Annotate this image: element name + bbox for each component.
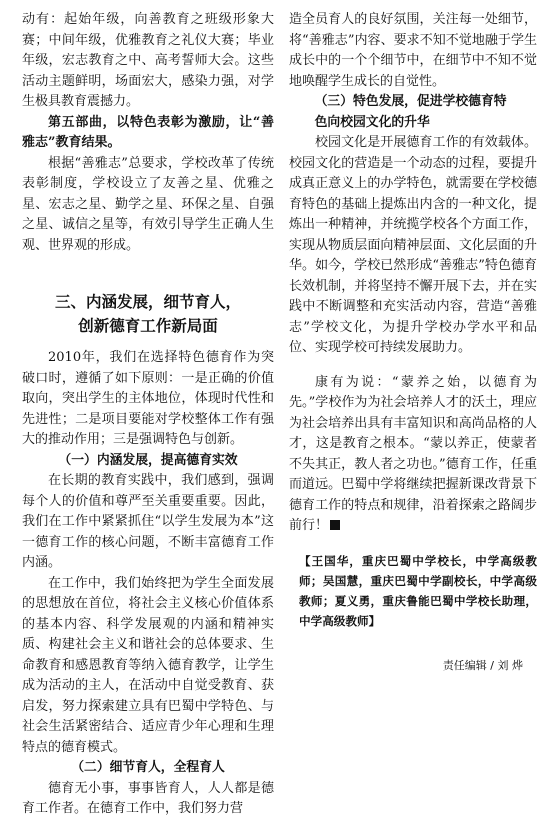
- paragraph-principles: 2010年，我们在选择特色德育作为突破口时，遵循了如下原则：一是正确的价值取向，突出学生的主体地位，体现时代性和先进性；二是项目要能对学校整体工作有强大的推动作用；三是强调特色与创新。: [22, 350, 274, 447]
- subheading-culture-line-2: 色向校园文化的升华: [314, 114, 430, 130]
- section-title-line-1: 三、内涵发展，细节育人，: [54, 293, 241, 311]
- section-title-line-2: 创新德育工作新局面: [78, 317, 218, 335]
- left-column: [22, 10, 274, 820]
- right-column: [289, 10, 537, 673]
- paragraph-details-continued: 造全员育人的良好氛围，关注每一处细节，将“善雅志”内容、要求不知不觉地融于学生成长中的一个个细节中，在细节中不知不觉地唤醒学生成长的自觉性。: [289, 12, 537, 89]
- paragraph-details-start: 德育无小事，事事皆育人，人人都是德育工作者。在德育工作中，我们努力营: [22, 780, 274, 816]
- subheading-connotation: （一）内涵发展，提高德育实效: [58, 452, 238, 468]
- conclusion-text: 康有为说：“蒙养之始，以德育为先。”学校作为为社会培养人才的沃土，理应为社会培养出具有丰富知识和高尚品格的人才，这是教育之根本。“蒙以养正，使蒙者不失其正，教人者之功也。”德育工作，任重而道远。巴蜀中学将继续把握新课改背景下德育工作的特点和规律，沿着探索之路阔步前行！: [289, 374, 537, 533]
- responsible-editor: 责任编辑 / 刘 烨: [442, 658, 523, 672]
- subheading-details: （二）细节育人，全程育人: [71, 760, 225, 775]
- paragraph-activities: 动有：起始年级，向善教育之班级形象大赛；中间年级，优雅教育之礼仪大赛；毕业年级，宏志教育之中、高考誓师大会。这些活动主题鲜明，场面宏大，感染力强，对学生极具教育震撼力。: [22, 12, 274, 109]
- author-info: 【王国华，重庆巴蜀中学校长，中学高级教师；吴国慧，重庆巴蜀中学副校长，中学高级教师；夏义勇，重庆鲁能巴蜀中学校长助理，中学高级教师】: [299, 553, 537, 628]
- section-title: [22, 290, 274, 338]
- end-mark-icon: [330, 520, 340, 530]
- subheading-culture-line-1: （三）特色发展，促进学校德育特: [314, 94, 507, 109]
- paragraph-commendation: 根据“善雅志”总要求，学校改革了传统表彰制度，学校设立了友善之星、优雅之星、宏志之星、勤学之星、环保之星、自强之星、诚信之星等，有效引导学生正确人生观、世界观的形成。: [22, 155, 274, 253]
- subheading-culture: [289, 92, 537, 133]
- paragraph-campus-culture: 校园文化是开展德育工作的有效载体。校园文化的营造是一个动态的过程，要提升成真正意义上的办学特色，就需要在学校德育特色的基础上提炼出内含的一种文化，提炼出一种精神，并统揽学校各个方面工作，实现从物质层面向精神层面、文化层面的升华。如今，学校已然形成“善雅志”特色德育长效机制，并将坚持不懈开展下去，并在实践中不断调整和充实活动内容，营造“善雅志”学校文化，为提升学校办学水平和品位、实现学校可持续发展助力。: [289, 135, 537, 355]
- paragraph-work-approach: 在工作中，我们始终把为学生全面发展的思想放在首位，将社会主义核心价值体系的基本内容、科学发展观的内涵和精神实质、构建社会主义和谐社会的总体要求、生命教育和感恩教育等纳入德育教学，让学生成为活动的主人，在活动中自觉受教育、获启发，努力探索建立具有巴蜀中学特色、与社会生活紧密结合、适应青少年心理和生理特点的德育模式。: [22, 575, 274, 755]
- paragraph-conclusion: [289, 373, 537, 537]
- paragraph-fifth-step: 第五部曲，以特色表彰为激励，让“善雅志”教育结果。: [22, 114, 274, 150]
- paragraph-student-development: 在长期的教育实践中，我们感到，强调每个人的价值和尊严至关重要重要。因此，我们在工作中紧紧抓住“以学生发展为本”这一德育工作的核心问题，不断丰富德育工作内涵。: [22, 473, 274, 570]
